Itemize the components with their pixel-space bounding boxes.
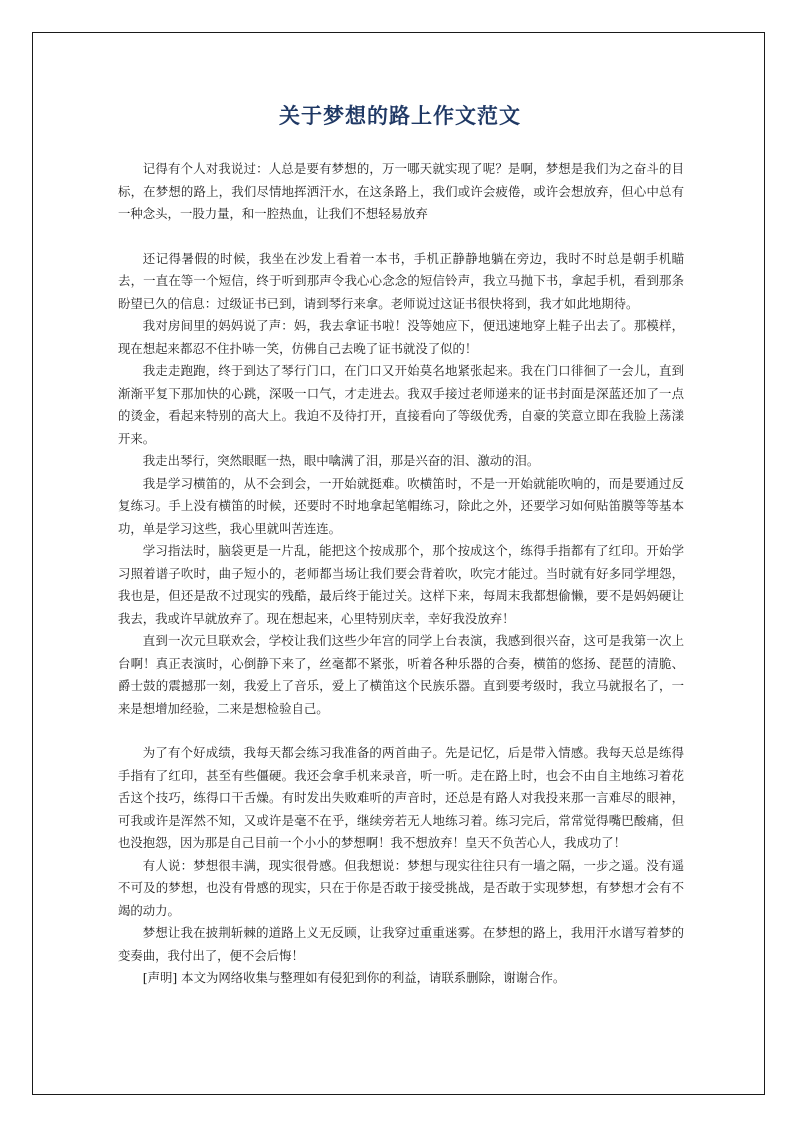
paragraph: 我对房间里的妈妈说了声：妈，我去拿证书啦！没等她应下，便迅速地穿上鞋子出去了。那模样，现在想起来都忍不住扑哧一笑，仿佛自己去晚了证书就没了似的！ bbox=[118, 318, 684, 356]
paragraph: 记得有个人对我说过：人总是要有梦想的，万一哪天就实现了呢？是啊，梦想是我们为之奋斗的目标，在梦想的路上，我们尽情地挥洒汗水，在这条路上，我们或许会疲倦，或许会想放弃，但心中总有一种念头，一股力量，和一腔热血，让我们不想轻易放弃 bbox=[118, 161, 684, 221]
paragraph: 还记得暑假的时候，我坐在沙发上看着一本书，手机正静静地躺在旁边，我时不时总是朝手机瞄去，一直在等一个短信，终于听到那声令我心心念念的短信铃声，我立马抛下书，拿起手机，看到那条盼望已久的信息：过级证书已到，请到琴行来拿。老师说过这证书很快将到，我才如此地期待。 bbox=[118, 250, 684, 311]
document-body bbox=[118, 158, 684, 990]
paragraph: 为了有个好成绩，我每天都会练习我准备的两首曲子。先是记忆，后是带入情感。我每天总是练得手指有了红印，甚至有些僵硬。我还会拿手机来录音，听一听。走在路上时，也会不由自主地练习着花舌这个技巧，练得口干舌燥。有时发出失败难听的声音时，还总是有路人对我投来那一言难尽的眼神，可我或许是浑然不知，又或许是毫不在乎，继续旁若无人地练习着。练习完后，常常觉得嘴巴酸痛，但也没抱怨，因为那是自己目前一个小小的梦想啊！我不想放弃！皇天不负苦心人，我成功了！ bbox=[118, 745, 684, 850]
paragraph: 梦想让我在披荆斩棘的道路上义无反顾，让我穿过重重迷雾。在梦想的路上，我用汗水谱写着梦的变奏曲，我付出了，便不会后悔！ bbox=[118, 925, 684, 963]
paragraph: 有人说：梦想很丰满，现实很骨感。但我想说：梦想与现实往往只有一墙之隔，一步之遥。没有遥不可及的梦想，也没有骨感的现实，只在于你是否敢于接受挑战，是否敢于实现梦想，有梦想才会有不竭的动力。 bbox=[118, 857, 684, 918]
paragraph: 我走出琴行，突然眼眶一热，眼中噙满了泪，那是兴奋的泪、激动的泪。 bbox=[142, 453, 540, 468]
paragraph: 我走走跑跑，终于到达了琴行门口，在门口又开始莫名地紧张起来。我在门口徘徊了一会儿，直到渐渐平复下那加快的心跳，深吸一口气，才走进去。我双手接过老师递来的证书封面是深蓝还加了一点的烫金，看起来特别的高大上。我迫不及待打开，直接看向了等级优秀，自豪的笑意立即在我脸上荡漾开来。 bbox=[118, 363, 684, 446]
document-title: 关于梦想的路上作文范文 bbox=[279, 103, 521, 128]
disclaimer: [声明] 本文为网络收集与整理如有侵犯到你的利益，请联系删除，谢谢合作。 bbox=[142, 970, 566, 985]
paragraph: 我是学习横笛的，从不会到会，一开始就挺难。吹横笛时，不是一开始就能吹响的，而是要通过反复练习。手上没有横笛的时候，还要时不时地拿起笔帽练习，除此之外，还要学习如何贴笛膜等等基本功，单是学习这些，我心里就叫苦连连。 bbox=[118, 475, 684, 536]
paragraph: 直到一次元旦联欢会，学校让我们这些少年宫的同学上台表演，我感到很兴奋，这可是我第一次上台啊！真正表演时，心倒静下来了，丝毫都不紧张，听着各种乐器的合奏，横笛的悠扬、琵琶的清脆、爵士鼓的震撼那一刻，我爱上了音乐，爱上了横笛这个民族乐器。直到要考级时，我立马就报名了，一来是想增加经验，二来是想检验自己。 bbox=[118, 633, 684, 716]
paragraph: 学习指法时，脑袋更是一片乱，能把这个按成那个，那个按成这个，练得手指都有了红印。开始学习照着谱子吹时，曲子短小的，老师都当场让我们要会背着吹，吹完才能过。当时就有好多同学埋怨，我也是，但还是敌不过现实的残酷，最后终于能过关。这样下来，每周末我都想偷懒，要不是妈妈硬让我去，我或许早就放弃了。现在想起来，心里特别庆幸，幸好我没放弃！ bbox=[118, 543, 684, 626]
